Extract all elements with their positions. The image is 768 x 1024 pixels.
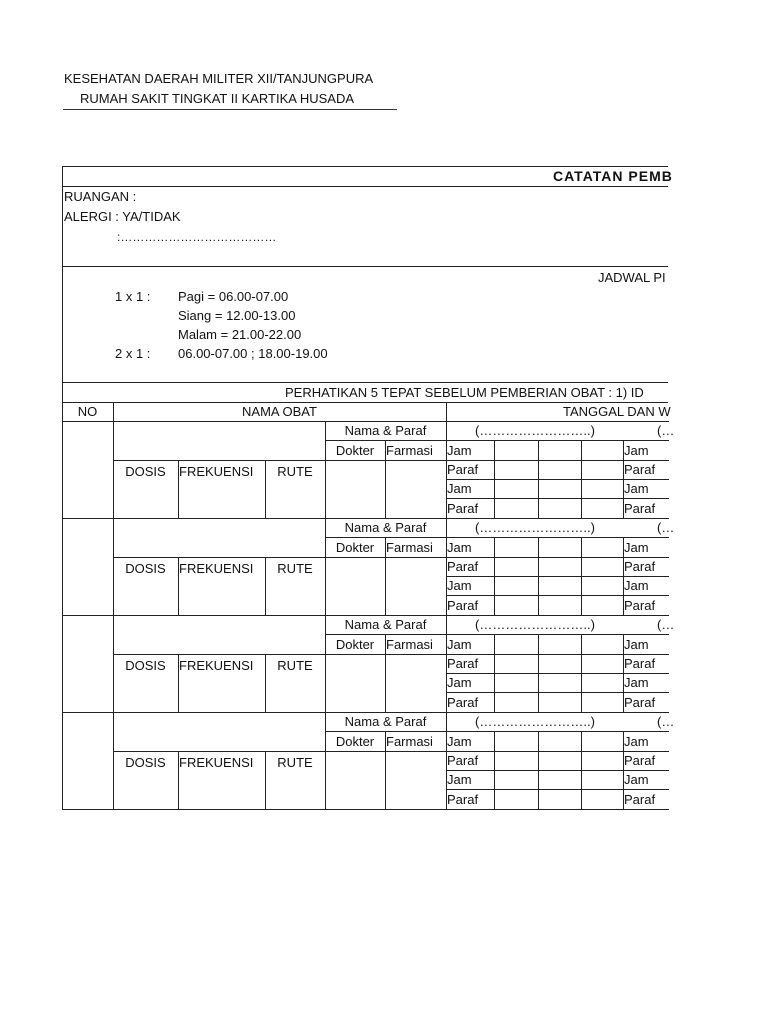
block-3-row-1-entry-3[interactable] bbox=[581, 634, 624, 655]
block-1-row-2-entry-1[interactable] bbox=[494, 460, 539, 480]
block-2-dokter-label: Dokter bbox=[325, 537, 386, 558]
block-2-nama-obat-cell[interactable] bbox=[113, 518, 326, 558]
block-2-row-1-entry-2[interactable] bbox=[538, 537, 582, 558]
block-3-row-2-paraf-label: Paraf bbox=[446, 654, 495, 674]
block-3-row-4-paraf-label: Paraf bbox=[623, 692, 669, 713]
block-1-farmasi-label: Farmasi bbox=[385, 440, 447, 461]
block-2-row-3-entry-3[interactable] bbox=[581, 576, 624, 596]
block-1-row-3-entry-2[interactable] bbox=[538, 479, 582, 499]
block-2-row-4-paraf-label: Paraf bbox=[623, 595, 669, 616]
block-4-row-1-jam-label: Jam bbox=[623, 731, 669, 752]
block-4-row-1-entry-1[interactable] bbox=[494, 731, 539, 752]
block-1-row-1-jam-label: Jam bbox=[446, 440, 495, 461]
block-4-nama-obat-cell[interactable] bbox=[113, 712, 326, 752]
block-3-row-3-entry-2[interactable] bbox=[538, 673, 582, 693]
block-1-dosis-label: DOSIS bbox=[113, 460, 179, 519]
block-4-dokter-label: Dokter bbox=[325, 731, 386, 752]
jadwal-row-4-code: 2 x 1 : bbox=[115, 346, 151, 361]
jadwal-row-1-code: 1 x 1 : bbox=[115, 289, 151, 304]
block-4-row-1-entry-3[interactable] bbox=[581, 731, 624, 752]
block-1-row-4-entry-3[interactable] bbox=[581, 498, 624, 519]
jadwal-row-2-text: Siang = 12.00-13.00 bbox=[178, 308, 296, 323]
block-1-row-1-entry-3[interactable] bbox=[581, 440, 624, 461]
block-1-row-3-jam-label: Jam bbox=[446, 479, 495, 499]
medication-table bbox=[62, 402, 675, 809]
block-3-row-3-jam-label: Jam bbox=[623, 673, 669, 693]
block-3-row-1-entry-2[interactable] bbox=[538, 634, 582, 655]
block-3-row-4-entry-1[interactable] bbox=[494, 692, 539, 713]
col-header-nama-obat: NAMA OBAT bbox=[113, 402, 447, 422]
jadwal-title: JADWAL PI bbox=[598, 270, 666, 285]
header-line-1: KESEHATAN DAERAH MILITER XII/TANJUNGPURA bbox=[64, 71, 374, 86]
block-2-row-4-entry-1[interactable] bbox=[494, 595, 539, 616]
block-3-row-3-entry-1[interactable] bbox=[494, 673, 539, 693]
block-2-nama-paraf-dots-2: (… bbox=[623, 518, 669, 538]
block-3-dokter-label: Dokter bbox=[325, 634, 386, 655]
alergi-label: ALERGI : YA/TIDAK bbox=[64, 209, 181, 224]
block-4-farmasi-signature[interactable] bbox=[385, 751, 447, 810]
block-2-row-1-jam-label: Jam bbox=[623, 537, 669, 558]
block-2-row-3-jam-label: Jam bbox=[446, 576, 495, 596]
notice-text: PERHATIKAN 5 TEPAT SEBELUM PEMBERIAN OBAT : 1) ID bbox=[285, 385, 644, 400]
block-3-dosis-label: DOSIS bbox=[113, 654, 179, 713]
block-3-row-3-jam-label: Jam bbox=[446, 673, 495, 693]
block-1-row-2-entry-2[interactable] bbox=[538, 460, 582, 480]
block-4-row-1-jam-label: Jam bbox=[446, 731, 495, 752]
block-3-row-1-jam-label: Jam bbox=[623, 634, 669, 655]
block-4-no-cell[interactable] bbox=[62, 712, 114, 810]
block-4-row-2-entry-2[interactable] bbox=[538, 751, 582, 771]
block-4-row-3-jam-label: Jam bbox=[623, 770, 669, 790]
block-1-row-1-entry-1[interactable] bbox=[494, 440, 539, 461]
block-1-nama-paraf-dots-2: (… bbox=[623, 421, 669, 441]
header-line-2: RUMAH SAKIT TINGKAT II KARTIKA HUSADA bbox=[80, 91, 355, 106]
jadwal-row-1-text: Pagi = 06.00-07.00 bbox=[178, 289, 289, 304]
block-4-nama-paraf-dots-2: (… bbox=[623, 712, 669, 732]
jadwal-row-4-text: 06.00-07.00 ; 18.00-19.00 bbox=[178, 346, 328, 361]
block-3-row-2-entry-1[interactable] bbox=[494, 654, 539, 674]
block-1-nama-obat-cell[interactable] bbox=[113, 421, 326, 461]
col-header-no: NO bbox=[62, 402, 114, 422]
block-3-row-1-entry-1[interactable] bbox=[494, 634, 539, 655]
block-2-row-3-entry-2[interactable] bbox=[538, 576, 582, 596]
block-4-frekuensi-label: FREKUENSI bbox=[178, 751, 266, 810]
block-2-farmasi-signature[interactable] bbox=[385, 557, 447, 616]
block-1-frekuensi-label: FREKUENSI bbox=[178, 460, 266, 519]
block-3-row-4-entry-2[interactable] bbox=[538, 692, 582, 713]
block-1-row-3-entry-3[interactable] bbox=[581, 479, 624, 499]
block-4-row-4-entry-3[interactable] bbox=[581, 789, 624, 810]
block-4-row-4-paraf-label: Paraf bbox=[446, 789, 495, 810]
block-4-nama-paraf-label: Nama & Paraf bbox=[325, 712, 447, 732]
ruangan-label: RUANGAN : bbox=[64, 189, 137, 204]
block-2-dosis-label: DOSIS bbox=[113, 557, 179, 616]
block-2-row-2-entry-3[interactable] bbox=[581, 557, 624, 577]
block-4-row-2-entry-1[interactable] bbox=[494, 751, 539, 771]
block-3-no-cell[interactable] bbox=[62, 615, 114, 713]
block-1-farmasi-signature[interactable] bbox=[385, 460, 447, 519]
block-4-row-4-paraf-label: Paraf bbox=[623, 789, 669, 810]
block-4-dosis-label: DOSIS bbox=[113, 751, 179, 810]
block-2-row-4-paraf-label: Paraf bbox=[446, 595, 495, 616]
block-3-frekuensi-label: FREKUENSI bbox=[178, 654, 266, 713]
block-3-row-4-entry-3[interactable] bbox=[581, 692, 624, 713]
block-3-row-2-entry-3[interactable] bbox=[581, 654, 624, 674]
block-3-nama-obat-cell[interactable] bbox=[113, 615, 326, 655]
block-4-row-2-entry-3[interactable] bbox=[581, 751, 624, 771]
block-1-row-4-paraf-label: Paraf bbox=[446, 498, 495, 519]
block-2-row-2-entry-2[interactable] bbox=[538, 557, 582, 577]
block-3-row-2-paraf-label: Paraf bbox=[623, 654, 669, 674]
block-4-row-3-entry-3[interactable] bbox=[581, 770, 624, 790]
block-4-row-4-entry-1[interactable] bbox=[494, 789, 539, 810]
block-1-row-3-entry-1[interactable] bbox=[494, 479, 539, 499]
block-2-row-1-entry-1[interactable] bbox=[494, 537, 539, 558]
block-4-nama-paraf-dots-1: (……………………..) bbox=[446, 712, 624, 732]
block-1-dokter-label: Dokter bbox=[325, 440, 386, 461]
block-4-rute-label: RUTE bbox=[265, 751, 326, 810]
block-2-frekuensi-label: FREKUENSI bbox=[178, 557, 266, 616]
block-3-dokter-signature[interactable] bbox=[325, 654, 386, 713]
block-1-row-1-entry-2[interactable] bbox=[538, 440, 582, 461]
block-1-nama-paraf-label: Nama & Paraf bbox=[325, 421, 447, 441]
block-1-row-1-jam-label: Jam bbox=[623, 440, 669, 461]
block-1-nama-paraf-dots-1: (……………………..) bbox=[446, 421, 624, 441]
block-3-row-4-paraf-label: Paraf bbox=[446, 692, 495, 713]
block-1-row-4-entry-2[interactable] bbox=[538, 498, 582, 519]
block-4-row-4-entry-2[interactable] bbox=[538, 789, 582, 810]
block-1-row-2-paraf-label: Paraf bbox=[446, 460, 495, 480]
alergi-dots: :………………………………… bbox=[117, 230, 277, 244]
block-1-row-4-paraf-label: Paraf bbox=[623, 498, 669, 519]
block-3-nama-paraf-dots-2: (… bbox=[623, 615, 669, 635]
block-2-farmasi-label: Farmasi bbox=[385, 537, 447, 558]
block-4-farmasi-label: Farmasi bbox=[385, 731, 447, 752]
block-4-row-2-paraf-label: Paraf bbox=[446, 751, 495, 771]
block-3-farmasi-signature[interactable] bbox=[385, 654, 447, 713]
block-4-row-3-entry-1[interactable] bbox=[494, 770, 539, 790]
block-1-row-2-entry-3[interactable] bbox=[581, 460, 624, 480]
block-3-nama-paraf-label: Nama & Paraf bbox=[325, 615, 447, 635]
block-1-row-3-jam-label: Jam bbox=[623, 479, 669, 499]
block-1-row-4-entry-1[interactable] bbox=[494, 498, 539, 519]
block-3-row-1-jam-label: Jam bbox=[446, 634, 495, 655]
block-1-dokter-signature[interactable] bbox=[325, 460, 386, 519]
block-2-row-1-entry-3[interactable] bbox=[581, 537, 624, 558]
block-2-nama-paraf-label: Nama & Paraf bbox=[325, 518, 447, 538]
block-2-row-3-entry-1[interactable] bbox=[494, 576, 539, 596]
col-header-tanggal: TANGGAL DAN W bbox=[446, 402, 669, 422]
jadwal-top-border bbox=[62, 266, 668, 267]
block-4-row-3-entry-2[interactable] bbox=[538, 770, 582, 790]
jadwal-row-3-text: Malam = 21.00-22.00 bbox=[178, 327, 302, 342]
block-2-row-2-paraf-label: Paraf bbox=[623, 557, 669, 577]
block-2-nama-paraf-dots-1: (……………………..) bbox=[446, 518, 624, 538]
block-3-farmasi-label: Farmasi bbox=[385, 634, 447, 655]
block-4-dokter-signature[interactable] bbox=[325, 751, 386, 810]
block-1-row-2-paraf-label: Paraf bbox=[623, 460, 669, 480]
block-2-dokter-signature[interactable] bbox=[325, 557, 386, 616]
block-2-row-2-paraf-label: Paraf bbox=[446, 557, 495, 577]
block-2-row-4-entry-3[interactable] bbox=[581, 595, 624, 616]
block-4-row-1-entry-2[interactable] bbox=[538, 731, 582, 752]
block-2-row-2-entry-1[interactable] bbox=[494, 557, 539, 577]
notice-top-border bbox=[62, 382, 668, 383]
block-4-row-3-jam-label: Jam bbox=[446, 770, 495, 790]
block-2-rute-label: RUTE bbox=[265, 557, 326, 616]
block-2-row-4-entry-2[interactable] bbox=[538, 595, 582, 616]
form-title: CATATAN PEMB bbox=[553, 168, 673, 184]
block-3-row-2-entry-2[interactable] bbox=[538, 654, 582, 674]
block-3-rute-label: RUTE bbox=[265, 654, 326, 713]
block-1-no-cell[interactable] bbox=[62, 421, 114, 519]
header-underline bbox=[63, 109, 397, 110]
block-3-row-3-entry-3[interactable] bbox=[581, 673, 624, 693]
block-2-no-cell[interactable] bbox=[62, 518, 114, 616]
block-1-rute-label: RUTE bbox=[265, 460, 326, 519]
block-2-row-1-jam-label: Jam bbox=[446, 537, 495, 558]
block-4-row-2-paraf-label: Paraf bbox=[623, 751, 669, 771]
block-2-row-3-jam-label: Jam bbox=[623, 576, 669, 596]
block-3-nama-paraf-dots-1: (……………………..) bbox=[446, 615, 624, 635]
